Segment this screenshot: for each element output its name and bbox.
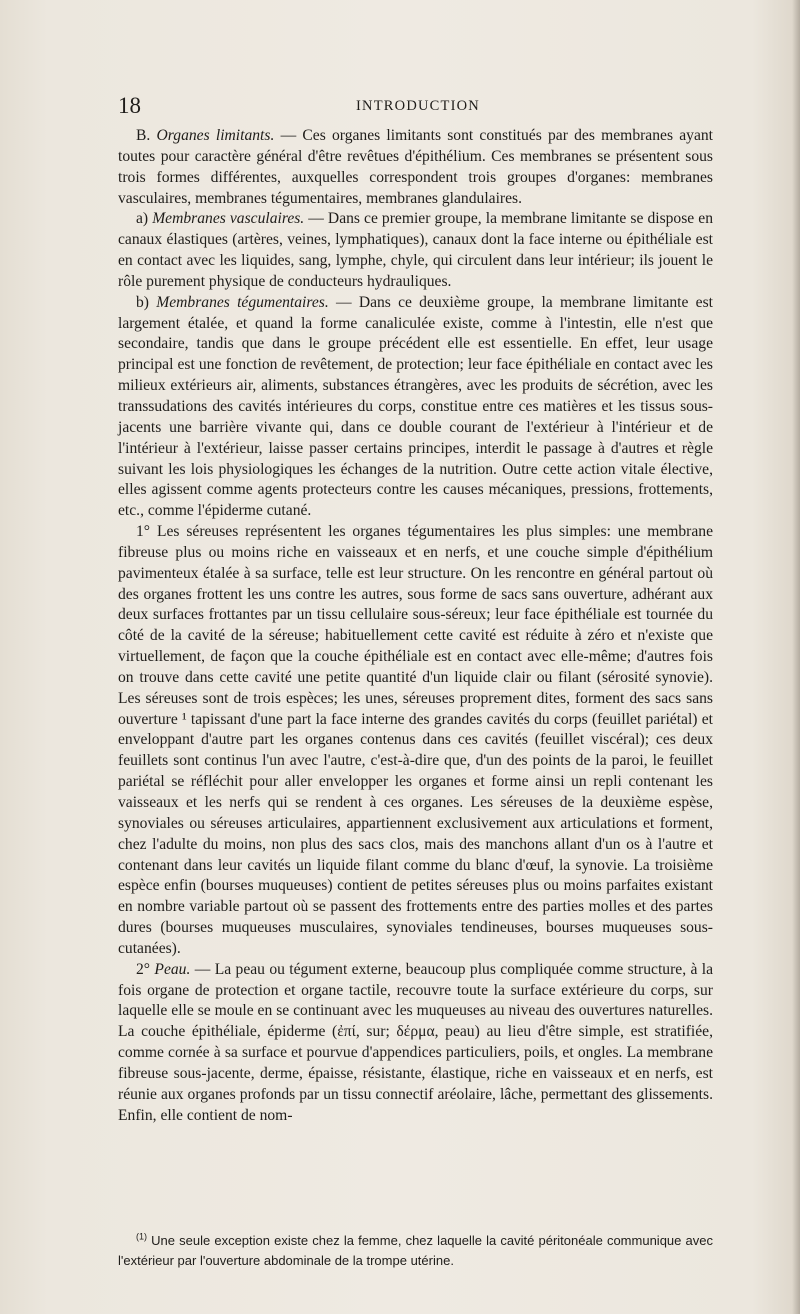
- paragraph-membranes-tegumentaires: [118, 293, 713, 522]
- paragraph-text: — Dans ce premier groupe, la membrane limitante se dispose en canaux élastiques (artères, veines, lymphatiques), canaux dont la face interne ou épithéliale est en contact avec les liquides, sang, lymphe, chyle, qui circulent dans leur intérieur; ils jouent le rôle purement physique de conducteurs hydrauliques.: [118, 210, 713, 290]
- paragraph-head: 1°: [136, 523, 151, 541]
- paragraph-title: Peau.: [154, 960, 191, 978]
- page-number: 18: [118, 93, 141, 118]
- paragraph-head: 2°: [136, 960, 151, 978]
- paragraph-text: — Dans ce deuxième groupe, la membrane limitante est largement étalée, et quand la forme canaliculée existe, comme à l'intestin, elle n'est que secondaire, tandis que dans le groupe précédent elle est essentielle. En effet, leur usage principal est une fonction de revêtement, de protection; leur face épithéliale en contact avec les milieux extérieurs air, aliments, substances étrangères, avec les produits de sécrétion, avec les transsudations des cavités intérieures du corps, constitue entre ces matières et les tissus sous-jacents une barrière vivante qui, dans ce double courant de l'extérieur à l'intérieur et de l'intérieur à l'extérieur, laisse passer certains principes, interdit le passage à d'autres et règle suivant les lois physiologiques les échanges de la nutrition. Outre cette action vitale élective, elles agissent comme agents protecteurs contre les causes mécaniques, pressions, frottements, etc., comme l'épiderme cutané.: [118, 293, 713, 520]
- footnote-paragraph: [118, 1231, 713, 1271]
- paragraph-sereuses: [118, 522, 713, 960]
- footnote-text: Une seule exception existe chez la femme, chez laquelle la cavité péritonéale communique avec l'extérieur par l'ouverture abdominale de la trompe utérine.: [118, 1233, 713, 1268]
- paragraph-head: b): [136, 293, 149, 311]
- page-header: [118, 93, 718, 119]
- paragraph-title: Organes limitants.: [156, 127, 275, 144]
- footnote: [118, 1231, 713, 1271]
- paragraph-membranes-vasculaires: [118, 209, 713, 292]
- running-title: INTRODUCTION: [356, 98, 480, 114]
- paragraph-title: Membranes tégumentaires.: [156, 293, 329, 311]
- body-text: [118, 126, 713, 1127]
- page-spine-shadow: [792, 0, 800, 1314]
- paragraph-organes-limitants: [118, 126, 713, 209]
- paragraph-head: B.: [136, 127, 151, 144]
- paragraph-head: a): [136, 210, 149, 228]
- paragraph-title: Membranes vasculaires.: [152, 210, 305, 228]
- paragraph-text: — La peau ou tégument externe, beaucoup plus compliquée comme structure, à la fois organe de protection et organe tactile, recouvre toute la surface extérieure du corps, sur laquelle elle se moule en se continuant avec les muqueuses au niveau des ouvertures naturelles. La couche épithéliale, épiderme (ἐπί, sur; δέρμα, peau) au lieu d'être simple, est stratifiée, comme cornée à sa surface et pourvue d'appendices particuliers, poils, et ongles. La membrane fibreuse sous-jacente, derme, épaisse, résistante, élastique, riche en vaisseaux et en nerfs, est réunie aux organes profonds par un tissu connectif aréolaire, lâche, permettant des glissements. Enfin, elle contient de nom-: [118, 960, 713, 1124]
- paragraph-text: Les séreuses représentent les organes tégumentaires les plus simples: une membrane fibreuse plus ou moins riche en vaisseaux et en nerfs, et une couche simple d'épithélium pavimenteux étalée à sa surface, telle est leur structure. On les rencontre en général partout où des organes frottent les uns contre les autres, sous forme de sacs sans ouverture, adhérant aux deux surfaces frottantes par un tissu cellulaire sous-séreux; leur face épithéliale est tournée du côté de la cavité de la séreuse; habituellement cette cavité est réduite à zéro et n'existe que virtuellement, de façon que la couche épithéliale est en contact avec elle-même; d'autres fois on trouve dans cette cavité une petite quantité d'un liquide clair ou filant (sérosité synovie). Les séreuses sont de trois espèces; les unes, séreuses proprement dites, forment des sacs sans ouverture ¹ tapissant d'une part la face interne des grandes cavités du corps (feuillet pariétal) et enveloppant d'autre part les organes contenus dans ces cavités (feuillet viscéral); ces deux feuillets sont continus l'un avec l'autre, c'est-à-dire que, d'un des points de la paroi, le feuillet pariétal se réfléchit pour aller envelopper les organes et forme ainsi un repli contenant les vaisseaux et les nerfs qui se rendent à ces organes. Les séreuses de la deuxième espèse, synoviales ou séreuses articulaires, appartiennent exclusivement aux articulations et forment, chez l'adulte du moins, non plus des sacs clos, mais des manchons allant d'un os à l'autre et contenant dans leur cavités un liquide filant comme du blanc d'œuf, la synovie. La troisième espèce enfin (bourses muqueuses) contient de petites séreuses plus ou moins parfaites existant en nombre variable partout où se passent des frottements entre des parties molles et des partes dures (bourses muqueuses musculaires, synoviales tendineuses, bourses muqueuses sous-cutanées).: [118, 523, 713, 957]
- footnote-marker: (1): [136, 1231, 147, 1242]
- paragraph-text: — Ces organes limitants sont constitués par des membranes ayant toutes pour caractère général d'être revêtues d'épithélium. Ces membranes se présentent sous trois formes différentes, auxquelles correspondent trois groupes d'organes: membranes vasculaires, membranes tégumentaires, membranes glandulaires.: [118, 127, 713, 207]
- paragraph-peau: [118, 960, 713, 1127]
